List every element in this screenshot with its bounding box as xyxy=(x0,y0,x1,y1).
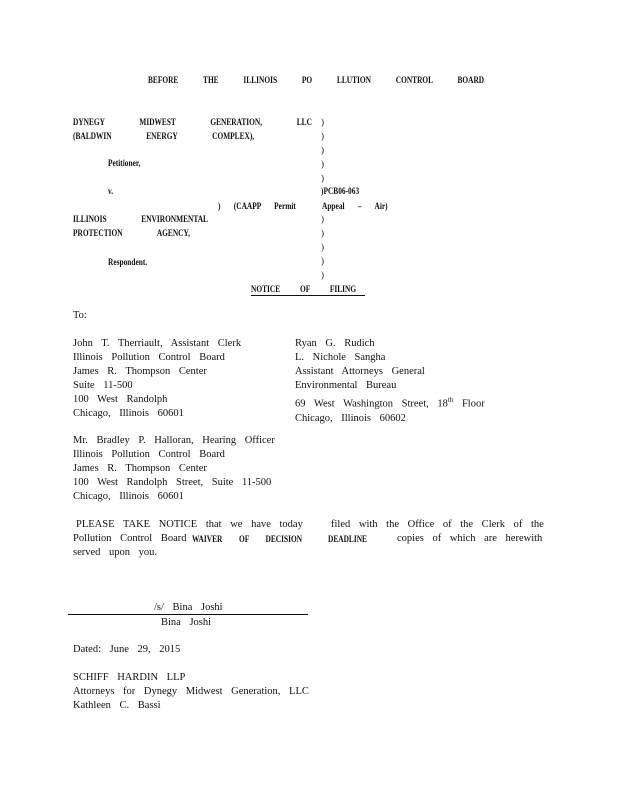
signature-line xyxy=(68,614,308,615)
address-line: Chicago, Illinois 60601 xyxy=(73,408,184,419)
respondent-name-line2: PROTECTION AGENCY, xyxy=(73,228,191,238)
address-street: 69 West Washington Street, 18 xyxy=(295,398,448,410)
caption-heading: BEFORE THE ILLINOIS PO LLUTION CONTROL BOARD xyxy=(148,75,485,85)
body-line2-b: copies of which are herewith xyxy=(397,533,543,544)
body-line1-b: filed with the Office of the Clerk of the xyxy=(331,519,544,530)
body-line2-a: Pollution Control Board xyxy=(73,533,187,544)
body-line1-a: PLEASE TAKE NOTICE that we have today xyxy=(76,519,303,530)
ordinal-suffix: th xyxy=(447,396,454,404)
address-line: 100 West Randolph xyxy=(73,394,168,405)
case-number-text: PCB06-063 xyxy=(323,186,360,196)
case-number: )PCB06-063 xyxy=(321,186,360,196)
petitioner-role: Petitioner, xyxy=(108,158,141,168)
notice-title-underline xyxy=(251,295,365,296)
address-line: Chicago, Illinois 60602 xyxy=(295,412,406,424)
dated-line: Dated: June 29, 2015 xyxy=(73,644,181,655)
case-type-right: Appeal – Air) xyxy=(322,201,388,211)
address-line xyxy=(295,393,485,412)
caption-parenthesis-column: ) ) ) ) ) xyxy=(321,117,324,183)
address-line: Environmental Bureau xyxy=(295,380,397,391)
body-line2-bold: WAIVER OF DECISION xyxy=(192,534,303,544)
address-line: Mr. Bradley P. Halloran, Hearing Officer xyxy=(73,435,275,446)
address-line: L. Nichole Sangha xyxy=(295,352,386,363)
firm-attorneys-for: Attorneys for Dynegy Midwest Generation, LLC xyxy=(73,686,309,697)
address-line: John T. Therriault, Assistant Clerk xyxy=(73,338,242,349)
address-line: Chicago, Illinois 60601 xyxy=(73,491,184,502)
notice-title: NOTICE OF FILING xyxy=(251,284,357,294)
recipient-hearing-officer-address xyxy=(73,434,275,504)
address-line: Illinois Pollution Control Board xyxy=(73,352,225,363)
case-type-left: ) (CAAPP Permit xyxy=(218,201,296,211)
address-line: Assistant Attorneys General xyxy=(295,366,425,377)
address-line: Suite 11-500 xyxy=(73,380,133,391)
firm-attorney-name: Kathleen C. Bassi xyxy=(73,700,161,711)
address-line: Illinois Pollution Control Board xyxy=(73,449,225,460)
to-label: To: xyxy=(73,310,87,321)
address-line: 100 West Randolph Street, Suite 11-500 xyxy=(73,477,272,488)
signature-name: Bina Joshi xyxy=(161,617,212,628)
recipient-attorneys-address xyxy=(295,337,485,426)
body-line3: served upon you. xyxy=(73,547,158,558)
address-line: Ryan G. Rudich xyxy=(295,338,375,349)
respondent-name-line1: ILLINOIS ENVIRONMENTAL xyxy=(73,214,208,224)
address-floor: Floor xyxy=(453,398,485,410)
address-line: James R. Thompson Center xyxy=(73,463,207,474)
petitioner-name-line1: DYNEGY MIDWEST GENERATION, LLC xyxy=(73,117,312,127)
petitioner-name-line2: (BALDWIN ENERGY COMPLEX), xyxy=(73,131,255,141)
address-line: James R. Thompson Center xyxy=(73,366,207,377)
signature-signed: /s/ Bina Joshi xyxy=(154,602,223,613)
body-line2-bold-deadline: DEADLINE xyxy=(328,534,367,544)
respondent-role: Respondent. xyxy=(108,257,148,267)
recipient-clerk-address xyxy=(73,337,241,421)
caption-parenthesis-column-lower: ) ) ) ) ) xyxy=(321,214,324,280)
firm-name: SCHIFF HARDIN LLP xyxy=(73,672,186,683)
versus-label: v. xyxy=(108,186,114,196)
firm-block xyxy=(73,671,309,713)
